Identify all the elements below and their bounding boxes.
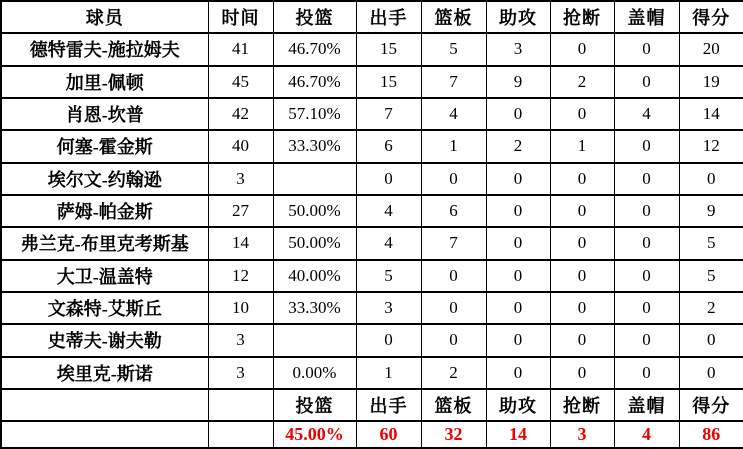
- total-stl: 3: [550, 421, 614, 448]
- stat-reb: 2: [421, 357, 486, 389]
- stat-time: 42: [208, 98, 273, 130]
- player-row-10: [1, 357, 743, 389]
- stat-ast: 0: [486, 260, 550, 292]
- stat-time: 41: [208, 33, 273, 65]
- stat-ast: 0: [486, 163, 550, 195]
- stat-ast: 0: [486, 195, 550, 227]
- stat-ast: 0: [486, 227, 550, 259]
- totals-header-blk: 盖帽: [614, 389, 679, 421]
- stat-ast: 3: [486, 33, 550, 65]
- column-header-stl: 抢断: [550, 1, 614, 33]
- stat-pts: 0: [679, 163, 743, 195]
- stat-fga: 5: [356, 260, 421, 292]
- stat-fga: 3: [356, 292, 421, 324]
- stat-blk: 4: [614, 98, 679, 130]
- player-row-8: [1, 292, 743, 324]
- player-name: 大卫-温盖特: [1, 260, 208, 292]
- stat-fg-pct: 0.00%: [273, 357, 356, 389]
- player-name: 埃尔文-约翰逊: [1, 163, 208, 195]
- player-row-5: [1, 195, 743, 227]
- player-row-7: [1, 260, 743, 292]
- stat-reb: 5: [421, 33, 486, 65]
- stat-fga: 6: [356, 130, 421, 162]
- totals-header-stl: 抢断: [550, 389, 614, 421]
- stat-time: 10: [208, 292, 273, 324]
- stats-table-body: [1, 1, 743, 448]
- stat-ast: 0: [486, 292, 550, 324]
- stat-blk: 0: [614, 195, 679, 227]
- column-header-fg-pct: 投篮: [273, 1, 356, 33]
- stat-blk: 0: [614, 324, 679, 356]
- stat-ast: 9: [486, 66, 550, 98]
- stat-time: 3: [208, 163, 273, 195]
- stat-blk: 0: [614, 163, 679, 195]
- column-header-blk: 盖帽: [614, 1, 679, 33]
- stat-blk: 0: [614, 260, 679, 292]
- stat-fg-pct: 50.00%: [273, 195, 356, 227]
- stat-pts: 20: [679, 33, 743, 65]
- stat-stl: 2: [550, 66, 614, 98]
- stat-reb: 7: [421, 227, 486, 259]
- totals-header-player: [1, 389, 208, 421]
- stat-reb: 0: [421, 163, 486, 195]
- stat-pts: 0: [679, 357, 743, 389]
- column-header-reb: 篮板: [421, 1, 486, 33]
- column-header-time: 时间: [208, 1, 273, 33]
- column-header-player: 球员: [1, 1, 208, 33]
- stat-stl: 0: [550, 324, 614, 356]
- stat-fg-pct: 46.70%: [273, 66, 356, 98]
- stat-blk: 0: [614, 357, 679, 389]
- stat-stl: 0: [550, 292, 614, 324]
- player-row-6: [1, 227, 743, 259]
- stat-fga: 4: [356, 227, 421, 259]
- stat-pts: 19: [679, 66, 743, 98]
- stat-reb: 0: [421, 324, 486, 356]
- player-name: 何塞-霍金斯: [1, 130, 208, 162]
- stat-pts: 12: [679, 130, 743, 162]
- stat-stl: 0: [550, 33, 614, 65]
- totals-header-fg-pct: 投篮: [273, 389, 356, 421]
- stat-fga: 4: [356, 195, 421, 227]
- player-name: 肖恩-坎普: [1, 98, 208, 130]
- column-header-ast: 助攻: [486, 1, 550, 33]
- stat-fga: 1: [356, 357, 421, 389]
- stat-time: 3: [208, 324, 273, 356]
- stat-stl: 0: [550, 357, 614, 389]
- total-reb: 32: [421, 421, 486, 448]
- stat-time: 45: [208, 66, 273, 98]
- stat-blk: 0: [614, 130, 679, 162]
- stat-time: 3: [208, 357, 273, 389]
- totals-row: [1, 421, 743, 448]
- stat-fg-pct: 33.30%: [273, 292, 356, 324]
- totals-header-pts: 得分: [679, 389, 743, 421]
- stat-ast: 2: [486, 130, 550, 162]
- total-blk: 4: [614, 421, 679, 448]
- stat-stl: 0: [550, 195, 614, 227]
- player-name: 埃里克-斯诺: [1, 357, 208, 389]
- stat-ast: 0: [486, 357, 550, 389]
- stat-time: 14: [208, 227, 273, 259]
- totals-header-fga: 出手: [356, 389, 421, 421]
- total-fga: 60: [356, 421, 421, 448]
- header-row: [1, 1, 743, 33]
- stat-reb: 0: [421, 292, 486, 324]
- stat-fga: 15: [356, 33, 421, 65]
- total-player: [1, 421, 208, 448]
- column-header-fga: 出手: [356, 1, 421, 33]
- player-row-9: [1, 324, 743, 356]
- player-name: 德特雷夫-施拉姆夫: [1, 33, 208, 65]
- stat-pts: 0: [679, 324, 743, 356]
- stat-ast: 0: [486, 98, 550, 130]
- column-header-pts: 得分: [679, 1, 743, 33]
- player-name: 弗兰克-布里克考斯基: [1, 227, 208, 259]
- player-name: 文森特-艾斯丘: [1, 292, 208, 324]
- stat-ast: 0: [486, 324, 550, 356]
- stat-blk: 0: [614, 227, 679, 259]
- stat-stl: 0: [550, 163, 614, 195]
- total-ast: 14: [486, 421, 550, 448]
- stat-stl: 0: [550, 98, 614, 130]
- total-fg-pct: 45.00%: [273, 421, 356, 448]
- totals-header-reb: 篮板: [421, 389, 486, 421]
- stat-stl: 1: [550, 130, 614, 162]
- stat-time: 12: [208, 260, 273, 292]
- stat-fg-pct: 57.10%: [273, 98, 356, 130]
- player-row-4: [1, 163, 743, 195]
- stat-fg-pct: 50.00%: [273, 227, 356, 259]
- stat-pts: 9: [679, 195, 743, 227]
- total-time: [208, 421, 273, 448]
- player-name: 加里-佩顿: [1, 66, 208, 98]
- stat-fga: 0: [356, 324, 421, 356]
- totals-header-row: [1, 389, 743, 421]
- stat-stl: 0: [550, 227, 614, 259]
- stat-blk: 0: [614, 66, 679, 98]
- player-row-3: [1, 130, 743, 162]
- stat-reb: 0: [421, 260, 486, 292]
- player-row-2: [1, 98, 743, 130]
- stat-reb: 1: [421, 130, 486, 162]
- player-name: 史蒂夫-谢夫勒: [1, 324, 208, 356]
- stat-reb: 6: [421, 195, 486, 227]
- totals-header-ast: 助攻: [486, 389, 550, 421]
- stat-fg-pct: [273, 163, 356, 195]
- stat-fga: 15: [356, 66, 421, 98]
- stat-pts: 14: [679, 98, 743, 130]
- stat-pts: 5: [679, 227, 743, 259]
- stat-pts: 2: [679, 292, 743, 324]
- stat-pts: 5: [679, 260, 743, 292]
- stat-stl: 0: [550, 260, 614, 292]
- stat-reb: 4: [421, 98, 486, 130]
- stat-blk: 0: [614, 33, 679, 65]
- stat-fg-pct: 40.00%: [273, 260, 356, 292]
- stat-fga: 0: [356, 163, 421, 195]
- player-row-1: [1, 66, 743, 98]
- totals-header-time: [208, 389, 273, 421]
- stat-fga: 7: [356, 98, 421, 130]
- stat-blk: 0: [614, 292, 679, 324]
- stat-fg-pct: 33.30%: [273, 130, 356, 162]
- stat-time: 27: [208, 195, 273, 227]
- stat-fg-pct: [273, 324, 356, 356]
- player-row-0: [1, 33, 743, 65]
- stat-reb: 7: [421, 66, 486, 98]
- stat-time: 40: [208, 130, 273, 162]
- total-pts: 86: [679, 421, 743, 448]
- player-name: 萨姆-帕金斯: [1, 195, 208, 227]
- stat-fg-pct: 46.70%: [273, 33, 356, 65]
